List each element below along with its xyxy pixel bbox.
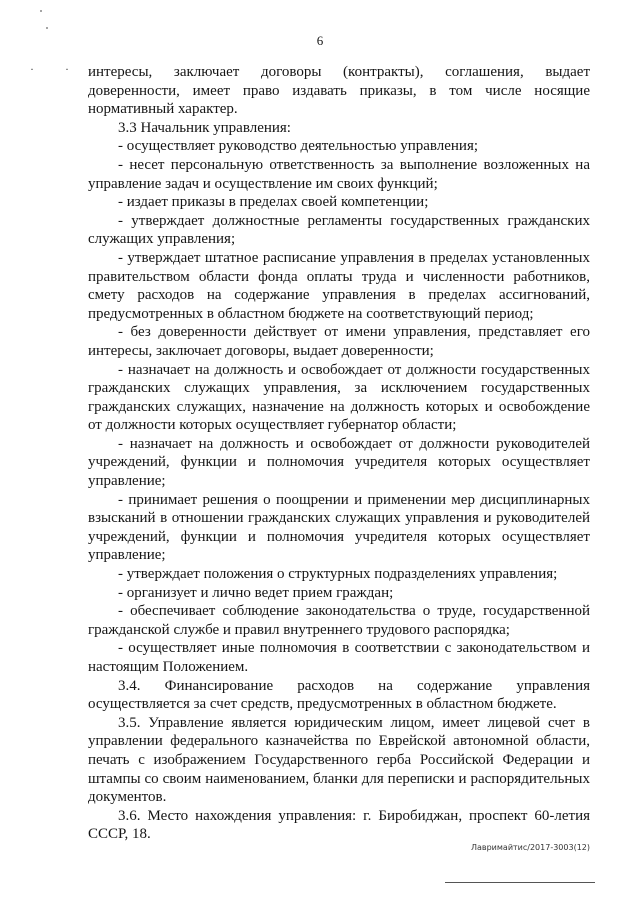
list-item: - осуществляет руководство деятельностью управления; <box>118 138 479 155</box>
document-body <box>88 63 590 844</box>
paragraph: 3.3 Начальник управления: <box>118 119 291 136</box>
list-item: - организует и лично ведет прием граждан; <box>118 584 394 601</box>
list-item: - несет персональную ответственность за выполнение возложенных на управление задач и осуществление им своих функций; <box>88 156 590 192</box>
page-number: 6 <box>316 33 324 48</box>
footer-rule <box>445 882 595 883</box>
list-item: - принимает решения о поощрении и применении мер дисциплинарных взысканий в отношении гражданских служащих управления и руководителей учреждений, функции и полномочия учредителя которых осуществляет управление; <box>88 491 590 564</box>
list-item: - издает приказы в пределах своей компетенции; <box>118 194 429 211</box>
list-item: - утверждает положения о структурных подразделениях управления; <box>118 566 558 583</box>
list-item: - обеспечивает соблюдение законодательства о труде, государственной гражданской службе и правил внутреннего трудового распорядка; <box>88 603 590 638</box>
list-item: - назначает на должность и освобождает от должности государственных гражданских служащих управления, за исключением государственных гражданских служащих, назначение на должность которых и освобождение от должности которых осуществляет губернатор области; <box>88 361 590 434</box>
list-item: - осуществляет иные полномочия в соответствии с законодательством и настоящим Положением. <box>88 640 590 675</box>
paragraph: 3.4. Финансирование расходов на содержание управления осуществляется за счет средств, предусмотренных в областном бюджете. <box>88 677 590 713</box>
paragraph: 3.5. Управление является юридическим лицом, имеет лицевой счет в управлении федерального казначейства по Еврейской автономной области, печать с изображением Государственного герба Российской Федерации и штампы со своим наименованием, бланки для переписки и распорядительных документов. <box>88 714 590 806</box>
scan-artifact <box>40 10 42 12</box>
scan-artifact <box>46 27 48 29</box>
list-item: - назначает на должность и освобождает от должности руководителей учреждений, функции и полномочия учредителя которых осуществляет управление; <box>88 435 590 490</box>
paragraph: 3.6. Место нахождения управления: г. Биробиджан, проспект 60-летия СССР, 18. <box>88 807 590 843</box>
list-item: - без доверенности действует от имени управления, представляет его интересы, заключает договоры, выдает доверенности; <box>88 324 590 359</box>
list-item: - утверждает штатное расписание управления в пределах установленных правительством области фонда оплаты труда и численности работников, смету расходов на содержание управления в пределах ассигнований, предусмотренных в областном бюджете на соответствующий период; <box>88 249 590 322</box>
paragraph: интересы, заключает договоры (контракты), соглашения, выдает доверенности, имеет право издавать приказы, в том числе носящие нормативный характер. <box>88 64 590 118</box>
list-item: - утверждает должностные регламенты государственных гражданских служащих управления; <box>88 212 590 248</box>
footer-document-code: Лавримайтис/2017-3003(12) <box>470 843 590 852</box>
margin-marks: · · <box>30 62 83 76</box>
